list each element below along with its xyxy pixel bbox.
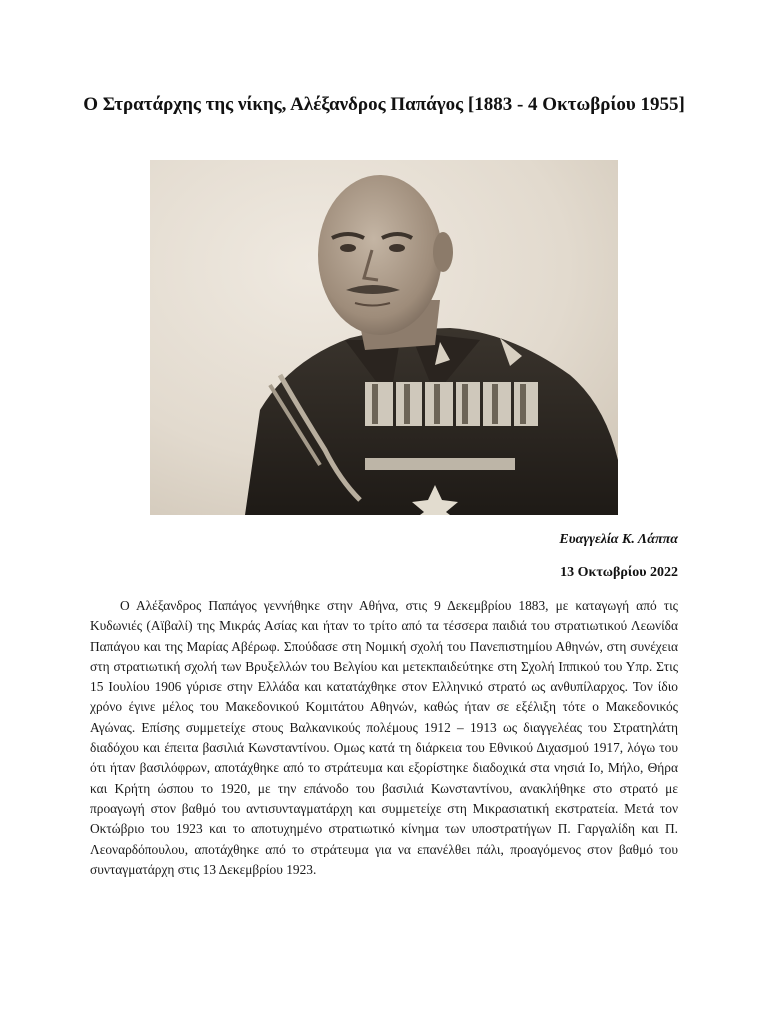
portrait-photo-icon [150,160,618,515]
document-title: Ο Στρατάρχης της νίκης, Αλέξανδρος Παπάγος [1883 - 4 Οκτωβρίου 1955] [83,94,685,115]
body-paragraph: Ο Αλέξανδρος Παπάγος γεννήθηκε στην Αθήνα, στις 9 Δεκεμβρίου 1883, με καταγωγή από τις Κυδωνιές (Αϊβαλί) της Μικράς Ασίας και ήταν το τρίτο από τα τέσσερα παιδιά του στρατιωτικού Λεωνίδα Παπάγου και της Μαρίας Αβέρωφ. Σπούδασε στη Νομική σχολή του Πανεπιστημίου Αθηνών, στη συνέχεια στη στρατιωτική σχολή των Βρυξελλών του Βελγίου και μετεκπαιδεύτηκε στη Σχολή Ιππικού του Υπρ. Στις 15 Ιουλίου 1906 γύρισε στην Ελλάδα και κατατάχθηκε στον Ελληνικό στρατό ως ανθυπίλαρχος. Τον ίδιο χρόνο έγινε μέλος του Μακεδονικού Κομιτάτου Αθηνών, καθώς ήταν σε εξέλιξη τότε ο Μακεδονικός Αγώνας. Επίσης συμμετείχε στους Βαλκανικούς πολέμους 1912 – 1913 ως διαγγελέας του Στρατηλάτη διαδόχου και έπειτα βασιλιά Κωνσταντίνου. Ομως κατά τη διάρκεια του Εθνικού Διχασμού 1917, λόγω του ότι ήταν βασιλόφρων, αποτάχθηκε από το στράτευμα και εξορίστηκε διαδοχικά στα νησιά Ιο, Μήλο, Θήρα και Κρήτη ώσπου το 1920, με την επάνοδο του βασιλιά Κωνσταντίνου, ανακλήθηκε στο στρατό με προαγωγή στον βαθμό του αντισυνταγματάρχη και συμμετείχε στη Μικρασιατική εκστρατεία. Μετά τον Οκτώβριο του 1923 και το αποτυχημένο στρατιωτικό κίνημα των υποστρατήγων Π. Γαργαλίδη και Π. Λεοναρδόπουλου, αποτάχθηκε από το στράτευμα για να επανέλθει πάλι, προαγόμενος στον βαθμό του συνταγματάρχη στις 13 Δεκεμβρίου 1923. [90,598,678,877]
publication-date: 13 Οκτωβρίου 2022 [560,565,678,580]
portrait-photo [150,160,618,515]
author-name: Ευαγγελία Κ. Λάππα [559,532,678,547]
